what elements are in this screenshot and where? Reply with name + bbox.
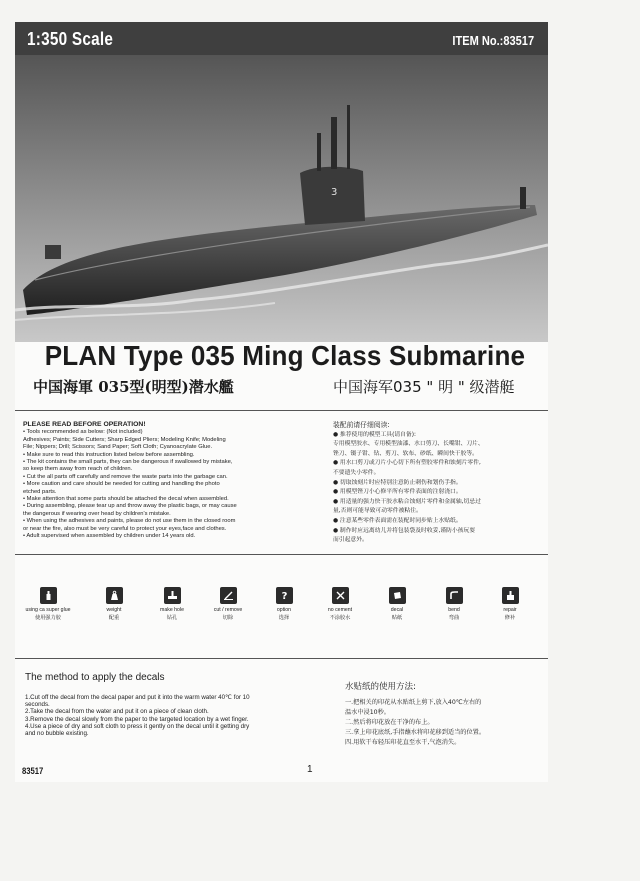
warnings-english <box>23 421 285 541</box>
legend-label-cn: 钻孔 <box>166 615 178 621</box>
decal-step: 温水中浸10秒。 <box>345 709 390 716</box>
legend-item-no-cement <box>315 587 365 621</box>
legend-label: bend <box>448 607 460 613</box>
symbol-legend <box>15 555 548 659</box>
decal-step: 四.用软干布轻压印花直至水干,气泡消失。 <box>345 739 461 746</box>
warning-line: • During assembling, please tear up and throw away the plastic bags, or may cause <box>23 503 237 510</box>
legend-label: using ca super glue <box>25 607 71 613</box>
page-number: 1 <box>307 764 313 775</box>
legend-label: repair <box>503 607 517 613</box>
warning-line: or near the fire, also must be very careful to protect your eyes,face and clothes. <box>23 525 227 532</box>
warning-line: • Adult supervised when assembled by children under 14 years old. <box>23 533 196 540</box>
warning-line: etched parts. <box>23 488 57 495</box>
weight-icon <box>106 587 123 604</box>
warning-line: 锉刀、镊子钳、钻、剪刀、软布、砂纸、瞬间快干胶等。 <box>333 450 478 457</box>
warning-line: 量,否则可能导致可动零件被粘住。 <box>333 508 422 515</box>
glue-bottle-icon <box>40 587 57 604</box>
warning-line: • Make sure to read this instruction listed below before assembling. <box>23 451 195 458</box>
decal-step: 4.Use a piece of dry and soft cloth to press it gently on the decal until it getting dry <box>25 722 250 730</box>
warning-line: Adhesives; Paints; Side Cutters; Sharp Edged Pliers; Modeling Knife; Modeling <box>23 436 226 443</box>
svg-text:?: ? <box>281 591 287 601</box>
kit-title-japanese: 中国海軍 035型(明型)潜水艦 <box>33 378 234 396</box>
instruction-sheet <box>15 22 548 782</box>
warning-line: 而引起意外。 <box>333 537 368 544</box>
warnings-section <box>15 410 548 555</box>
warning-line: • Cut the all parts off carefully and remove the waste parts into the garbage can. <box>23 473 228 480</box>
warnings-chinese-title: 装配前请仔细阅读: <box>333 421 390 429</box>
legend-label: weight <box>106 607 122 613</box>
legend-label-cn: 不涂胶水 <box>329 615 351 621</box>
legend-label-cn: 选择 <box>278 615 290 621</box>
legend-label-cn: 修补 <box>504 615 516 621</box>
warning-line: the dangerous if wearing over head by children's mistake. <box>23 510 171 517</box>
warning-line: • The kit contains the small parts, they can be dangerous if swallowed by mistake, <box>23 459 233 466</box>
warning-line: 专用模型胶水、专用模型油漆、水口剪刀、长嘴钳、刀片、 <box>333 441 484 448</box>
legend-item-repair <box>485 587 535 621</box>
warning-line: ● 注意某些零件表面需在装配时同步贴上水贴纸。 <box>333 517 462 524</box>
legend-label-cn: 使用强力胶 <box>35 615 61 621</box>
legend-item-option <box>259 587 309 621</box>
repair-icon <box>502 587 519 604</box>
footer-item-code: 83517 <box>22 766 44 776</box>
item-number: ITEM No.:83517 <box>452 33 534 48</box>
decal-step: 3.Remove the decal slowly from the paper to the targeted location by a wet finger. <box>25 715 249 723</box>
legend-item-cut <box>203 587 253 621</box>
warning-line: ● 切取蚀刻片时应特别注意防止刺伤和划伤手指。 <box>333 479 462 486</box>
submarine-photo <box>15 55 548 342</box>
svg-text:3: 3 <box>331 187 338 198</box>
decal-step: 二.然后将印花放在干净的布上。 <box>345 719 434 726</box>
warning-line: ● 制作时应远离幼儿并将包装袋及时收妥,谨防小孩玩耍 <box>333 527 476 534</box>
warning-line: so keep them away from reach of children. <box>23 466 133 473</box>
warning-line: ● 用模型锉刀小心修平所有零件表面的注射浇口。 <box>333 489 462 496</box>
bend-icon <box>446 587 463 604</box>
warning-line: • Make attention that some parts should be attached the decal when assembled. <box>23 496 229 503</box>
make-hole-icon <box>164 587 181 604</box>
warnings-english-title: PLEASE READ BEFORE OPERATION! <box>23 421 146 428</box>
no-cement-icon <box>332 587 349 604</box>
warnings-chinese <box>333 421 543 546</box>
option-icon <box>276 587 293 604</box>
legend-label: make hole <box>160 607 184 613</box>
decal-step: 2.Take the decal from the water and put it on a piece of clean cloth. <box>25 708 209 716</box>
legend-item-weight <box>89 587 139 621</box>
decal-method-english <box>25 694 310 737</box>
legend-item-decal <box>372 587 422 621</box>
legend-label: no cement <box>327 607 353 613</box>
kit-title-english: PLAN Type 035 Ming Class Submarine <box>44 340 526 371</box>
decal-step: 一.把相关的印花从水贴纸上剪下,放入40℃左右的 <box>345 699 482 706</box>
decal-method-title: The method to apply the decals <box>25 672 165 683</box>
scale-label: 1:350 Scale <box>27 29 114 49</box>
decal-step: 三.拿上印花底纸,手指蘸水将印花移到适当的位置。 <box>345 729 486 736</box>
legend-label-cn: 贴纸 <box>391 615 403 621</box>
decal-method-title-chinese: 水贴纸的使用方法: <box>345 682 416 692</box>
decal-step: and no bubble existing. <box>25 730 89 738</box>
legend-label: option <box>276 607 292 613</box>
warning-line: ● 用适量的强力快干胶水粘合蚀刻片零件和金属轴,切忌过 <box>333 498 481 505</box>
warning-line: 不要遗失小零件。 <box>333 469 380 476</box>
kit-title-chinese: 中国海军035 " 明 " 级潜艇 <box>333 378 515 396</box>
warning-line: • More caution and care should be needed for cutting and handling the photo <box>23 481 220 488</box>
legend-label-cn: 配重 <box>108 615 120 621</box>
legend-item-bend <box>429 587 479 621</box>
legend-label: cut / remove <box>213 607 243 613</box>
decal-icon <box>389 587 406 604</box>
legend-label: decal <box>390 607 404 613</box>
warning-line: • Tools recommended as below: (Not included) <box>23 429 143 436</box>
legend-label-cn: 弯曲 <box>448 615 460 621</box>
cut-remove-icon <box>220 587 237 604</box>
decal-step: seconds. <box>25 701 50 709</box>
warning-line: File; Nippers; Drill; Scissors; Sand Paper; Soft Cloth; Cyanoacrylate Glue. <box>23 444 213 451</box>
warning-line: • When using the adhesives and paints, please do not use them in the closed room <box>23 518 236 525</box>
header-bar <box>15 22 548 55</box>
decal-step: 1.Cut off the decal from the decal paper and put it into the warm water 40℃ for 10 <box>25 694 250 701</box>
legend-label-cn: 切除 <box>222 615 234 621</box>
warning-line: ● 推荐使用的模型工具(请自备): <box>333 431 416 438</box>
decal-method-chinese <box>345 698 545 748</box>
warning-line: ● 用水口剪刀或刀片小心切下所有塑胶零件和蚀刻片零件, <box>333 460 481 467</box>
legend-item-glue <box>23 587 73 621</box>
legend-item-make-hole <box>147 587 197 621</box>
